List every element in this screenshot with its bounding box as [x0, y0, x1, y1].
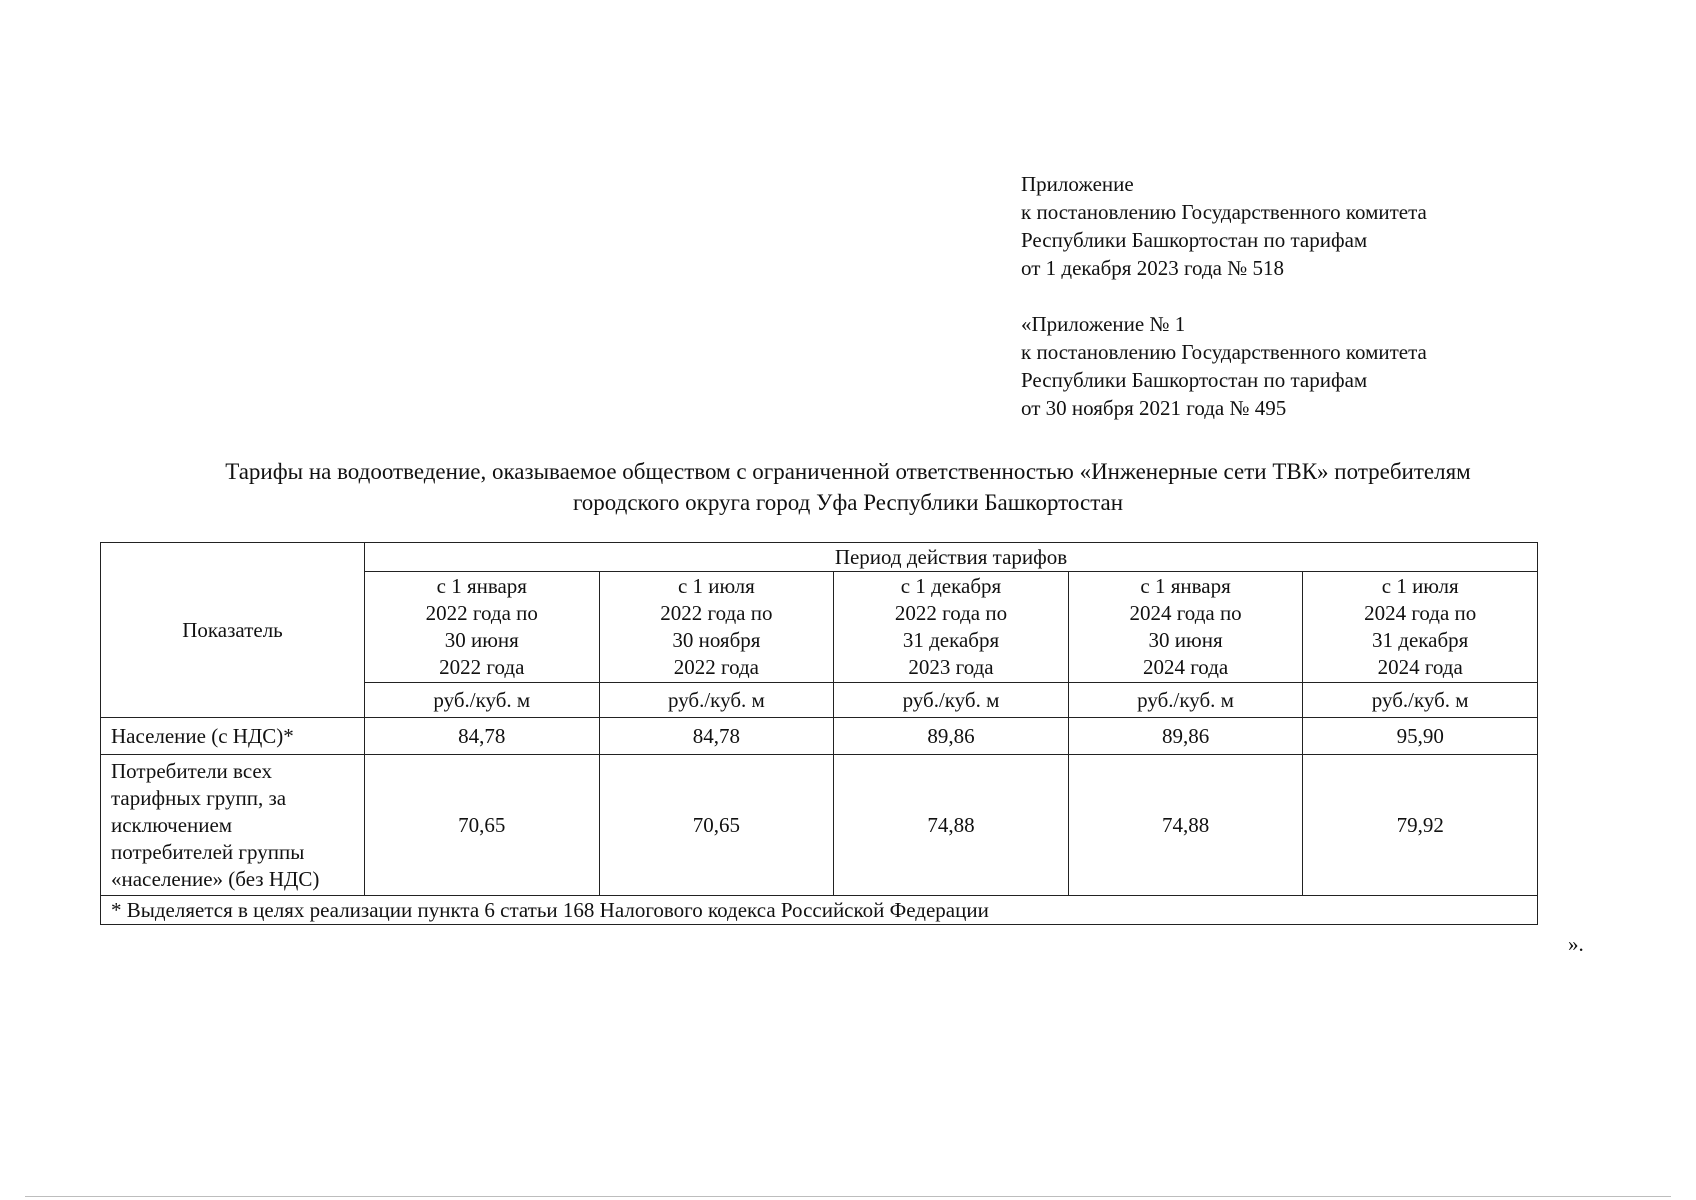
scan-edge-line: [25, 1196, 1671, 1197]
tariff-value: 89,86: [1068, 718, 1303, 755]
period-line: 31 декабря: [902, 628, 1000, 652]
tariff-value: 74,88: [1068, 755, 1303, 896]
row-label-line: Потребители всех: [111, 758, 272, 783]
period-line: 30 ноября: [672, 628, 761, 652]
tariff-value: 79,92: [1303, 755, 1538, 896]
appendix-current-line: от 1 декабря 2023 года № 518: [1021, 256, 1284, 280]
appendix-original: [1021, 310, 1541, 422]
period-line: 2022 года по: [425, 601, 538, 625]
closing-quote: ».: [1568, 932, 1584, 956]
period-cell: [365, 572, 600, 683]
row-label-line: Население (с НДС)*: [111, 723, 294, 748]
tariff-value: 70,65: [599, 755, 834, 896]
period-cell: [834, 572, 1069, 683]
row-label: [101, 718, 365, 755]
table-row-other-consumers: [101, 755, 1538, 896]
period-line: 2022 года по: [894, 601, 1008, 625]
period-line: 2022 года по: [660, 601, 773, 625]
appendix-original-line: «Приложение № 1: [1021, 312, 1186, 336]
tariff-value: 74,88: [834, 755, 1069, 896]
period-cell: [599, 572, 834, 683]
period-line: 2024 года: [1142, 655, 1229, 679]
appendix-current: [1021, 170, 1541, 282]
unit-cell: руб./куб. м: [365, 683, 600, 718]
indicator-header: Показатель: [101, 543, 365, 718]
appendix-original-line: Республики Башкортостан по тарифам: [1021, 368, 1368, 392]
row-label: [101, 755, 365, 896]
footnote-row: [101, 896, 1538, 925]
period-line: с 1 декабря: [900, 574, 1002, 598]
appendix-original-line: от 30 ноября 2021 года № 495: [1021, 396, 1287, 420]
row-label-line: потребителей группы: [111, 839, 305, 864]
period-line: 2023 года: [908, 655, 994, 679]
unit-cell: руб./куб. м: [1303, 683, 1538, 718]
row-label-line: тарифных групп, за: [111, 785, 287, 810]
period-line: 2024 года по: [1129, 601, 1242, 625]
period-line: 2022 года: [673, 655, 760, 679]
table-header-row: [101, 543, 1538, 572]
period-header: Период действия тарифов: [365, 543, 1538, 572]
period-line: 2024 года: [1377, 655, 1463, 679]
period-line: с 1 января: [436, 574, 527, 598]
period-line: 31 декабря: [1372, 628, 1469, 652]
appendix-original-line: к постановлению Государственного комитета: [1021, 340, 1427, 364]
period-line: с 1 января: [1140, 574, 1231, 598]
period-cell: [1068, 572, 1303, 683]
table-row-population: [101, 718, 1538, 755]
table-footnote: * Выделяется в целях реализации пункта 6 статьи 168 Налогового кодекса Российской Федерации: [101, 896, 1538, 925]
period-line: 30 июня: [1148, 628, 1223, 652]
tariff-value: 84,78: [599, 718, 834, 755]
period-cell: [1303, 572, 1538, 683]
title-line: Тарифы на водоотведение, оказываемое обществом с ограниченной ответственностью «Инженерные сети ТВК» потребителям: [225, 459, 1471, 484]
period-line: 30 июня: [444, 628, 519, 652]
period-line: с 1 июля: [677, 574, 755, 598]
period-line: с 1 июля: [1381, 574, 1459, 598]
unit-cell: руб./куб. м: [834, 683, 1069, 718]
appendix-current-line: Республики Башкортостан по тарифам: [1021, 228, 1368, 252]
appendix-current-line: Приложение: [1021, 172, 1134, 196]
appendix-header: [1021, 170, 1541, 422]
tariff-value: 95,90: [1303, 718, 1538, 755]
period-line: 2022 года: [439, 655, 525, 679]
tariff-value: 70,65: [365, 755, 600, 896]
tariff-value: 84,78: [365, 718, 600, 755]
tariff-value: 89,86: [834, 718, 1069, 755]
period-line: 2024 года по: [1364, 601, 1477, 625]
unit-cell: руб./куб. м: [599, 683, 834, 718]
tariff-table: [100, 542, 1538, 925]
appendix-current-line: к постановлению Государственного комитета: [1021, 200, 1427, 224]
unit-cell: руб./куб. м: [1068, 683, 1303, 718]
row-label-line: «население» (без НДС): [111, 866, 320, 891]
title-line: городского округа город Уфа Республики Башкортостан: [572, 490, 1124, 515]
row-label-line: исключением: [111, 812, 233, 837]
document-title: [40, 456, 1656, 518]
